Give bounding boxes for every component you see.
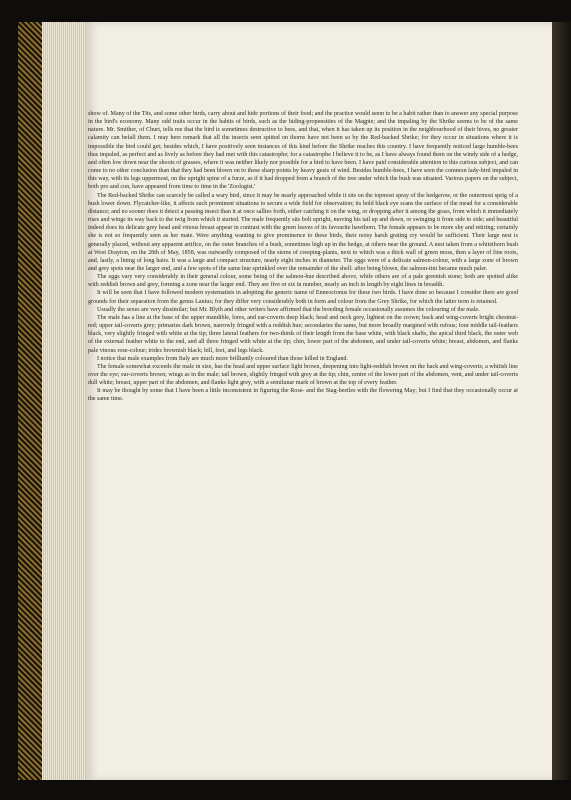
- paragraph: The female somewhat exceeds the male in size, has the head and upper surface light brown, deepening into light-reddish brown on the back and wing-coverts; a whitish line over the eye; ear-coverts brown; wings as in the male; tail brown, slightly fringed with grey at the tip; chin, centre of the lower part of the abdomen, vent, and under tail-coverts dull white; breast, upper part of the abdomen, and flanks light grey, with a semilunar mark of brown at the top of every feather.: [88, 363, 518, 387]
- page-text: [88, 110, 518, 404]
- paragraph: The male has a line at the base of the upper mandible, lores, and ear-coverts deep black; head and neck grey, lightest on the crown; back and wing-coverts bright chestnut-red; upper tail-coverts grey; primaries dark brown, narrowly fringed with a reddish hue; secondaries the same, but more broadly margined with rufous; four middle tail-feathers black, very slightly fringed with white at the tip; three lateral feathers for two-thirds of their length from the base white, with black shafts, the apical third black, the outer web of the external feather white to the end, and all three fringed with white at the tip; chin, lower part of the abdomen, and under tail-coverts white; breast, abdomen, and flanks pale vinous rose-colour; irides brownish black; bill, feet, and legs black.: [88, 314, 518, 354]
- binding-gutter: [552, 22, 571, 780]
- page-stack-edge: [42, 22, 86, 780]
- paragraph: show of. Many of the Tits, and some other birds, carry about and hide portions of their food; and the practice would seem to be a habit rather than to answer any special purpose in the bird's economy. Many odd traits occur in the habits of birds, such as the hiding-propensities of the Magpie; and the impaling by the Shrike seems to be of the same nature. Mr. Smither, of Churt, tells me that the bird is sometimes destructive to bees, and that, when it has taken up its position in the neighbourhood of their hives, no greater calamity can befall them. I may here remark that all the insects seen spitted on thorns have not been so by the Red-backed Shrike; for they occur in situations where it is impossible the bird could get; besides which, I have positively seen instances of this kind before the Shrike reaches this country. I have frequently noticed large humble-bees thus impaled, as perfect and as lively as before they had met with this catastrophe; for a catastrophe I believe it to be, as I have always found them on the windy side of a hedge, and often low down near the shoots of grasses, where it was neither likely nor possible for a bird to have been. I have paid considerable attention to this curious subject, and can come to no other conclusion than that they had been blown on to these sharp points by heavy gusts of wind. Besides humble-bees, I have seen the common lady-bird impaled in this way, with its legs uppermost, on the upright spine of a furze, as if it had dropped from a branch of the tree under which the bush was situated. Various papers on the subject, both pro and con, have appeared from time to time in the 'Zoologist.': [88, 111, 518, 191]
- paragraph: It may be thought by some that I have been a little inconsistent in figuring the Rose- and the Stag-beetles with the flowering May; but I find that they occasionally occur at the same time.: [88, 388, 518, 403]
- paragraph: The Red-backed Shrike can scarcely be called a wary bird, since it may be nearly approached while it sits on the topmost spray of the hedgerow, or the outermost sprig of a bush lower down. Flycatcher-like, it affects such prominent situations to secure a wide field for observation; its bold black eye scans the surface of the mead for a considerable distance; and no sooner does it detect a passing insect than it at once sallies forth, either catching it on the wing, or dropping after it among the grass, from which it immediately rises and wings its way back to the twig from which it started. The male frequently sits bolt upright, moving his tail up and down, or swinging it from side to side; and beautiful indeed does its delicate grey head and vinous breast appear in contrast with the green leaves of its favourite hawthorn. The female appears to be more shy and retiring; certainly she is not so frequently seen as her mate. Were anything wanting to give prominence to these birds, their noisy harsh grating cry would be sufficient. Their large nest is generally placed, without any apparent artifice, on the outer branches of a bush, sometimes high up in the hedge, at others near the ground. A nest taken from a whitethorn bush at West Drayton, on the 28th of May, 1858, was outwardly composed of the stems of creeping-plants, next to which was a thick wall of green moss, then a layer of fine roots, and, lastly, a lining of long hairs. It was a large and compact structure, nearly eight inches in diameter. The eggs were of a delicate salmon-colour, with a large zone of brown and grey spots near the larger end, and a few spots of the same hue sprinkled over the remainder of the shell: after being blown, the salmon-tint became much paler.: [88, 192, 518, 272]
- paragraph: I notice that male examples from Italy are much more brilliantly coloured than those killed in England.: [97, 355, 348, 362]
- paragraph: Usually the sexes are very dissimilar; but Mr. Blyth and other writers have affirmed that the breeding female occasionally assumes the colouring of the male.: [97, 306, 480, 313]
- paragraph: The eggs vary very considerably in their general colour, some being of the salmon-hue described above, while others are of a pale greenish stone; both are spotted alike with reddish brown and grey, forming a zone near the larger end. They are five or six in number, nearly an inch in length by eight lines in breadth.: [88, 274, 518, 289]
- paragraph: It will be seen that I have followed modern systematists in adopting the generic name of Enneoctonus for these two birds. I have done so because I consider there are good grounds for their separation from the genus Lanius; for they differ very considerably both in form and colour from the Grey Shrike, for which the latter term is retained.: [88, 290, 518, 305]
- book-cover-edge: [18, 22, 43, 780]
